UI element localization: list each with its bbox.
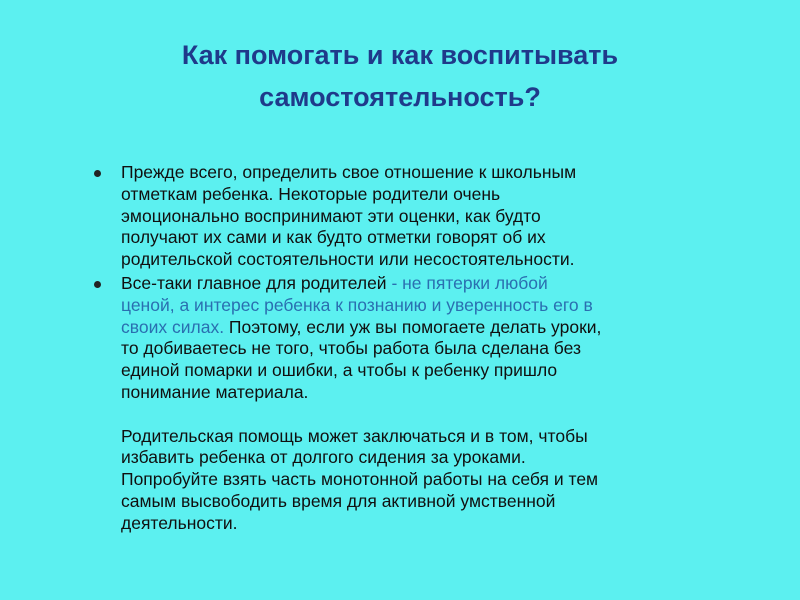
bullet-text-line: избавить ребенка от долгого сидения за уроками. [121, 447, 526, 468]
paragraph-gap [121, 404, 740, 426]
bullet-dot-icon [94, 281, 101, 288]
bullet-list [92, 162, 740, 535]
bullet-text-line: эмоционально воспринимают эти оценки, как будто [121, 205, 541, 226]
slide-title [60, 34, 740, 118]
bullet-text-line: Попробуйте взять часть монотонной работы на себя и тем [121, 469, 599, 490]
bullet-text-line: то добиваетесь не того, чтобы работа была сделана без [121, 338, 581, 359]
bullet-text-line: Прежде всего, определить свое отношение к школьным [121, 162, 577, 182]
bullet-item [92, 162, 740, 271]
text-highlight: - не пятерки любой [391, 272, 548, 293]
title-line: самостоятельность? [259, 82, 541, 112]
bullet-text-line: получают их сами и как будто отметки говорят об их [121, 227, 546, 248]
bullet-dot-icon [94, 170, 101, 177]
text-highlight: своих силах. [121, 316, 225, 337]
bullet-text-line: понимание материала. [121, 381, 309, 402]
bullet-text-line: родительской состоятельности или несостоятельности. [121, 249, 575, 270]
bullet-text-line: деятельности. [121, 512, 238, 533]
text-highlight: ценой, а интерес ребенка к познанию и уверенность его в [121, 294, 593, 315]
bullet-text-line [121, 317, 740, 339]
bullet-text-line: Родительская помощь может заключаться и в том, чтобы [121, 425, 588, 446]
text-plain: Все-таки главное для родителей [121, 272, 392, 293]
text-plain: Поэтому, если уж вы помогаете делать уроки, [224, 316, 602, 337]
bullet-text-line [121, 273, 740, 295]
bullet-item [92, 273, 740, 535]
bullet-text-line: самым высвободить время для активной умственной [121, 490, 556, 511]
title-line: Как помогать и как воспитывать [181, 40, 619, 70]
bullet-text-line: единой помарки и ошибки, а чтобы к ребенку пришло [121, 360, 558, 381]
bullet-text-line: отметкам ребенка. Некоторые родители очень [121, 183, 501, 204]
